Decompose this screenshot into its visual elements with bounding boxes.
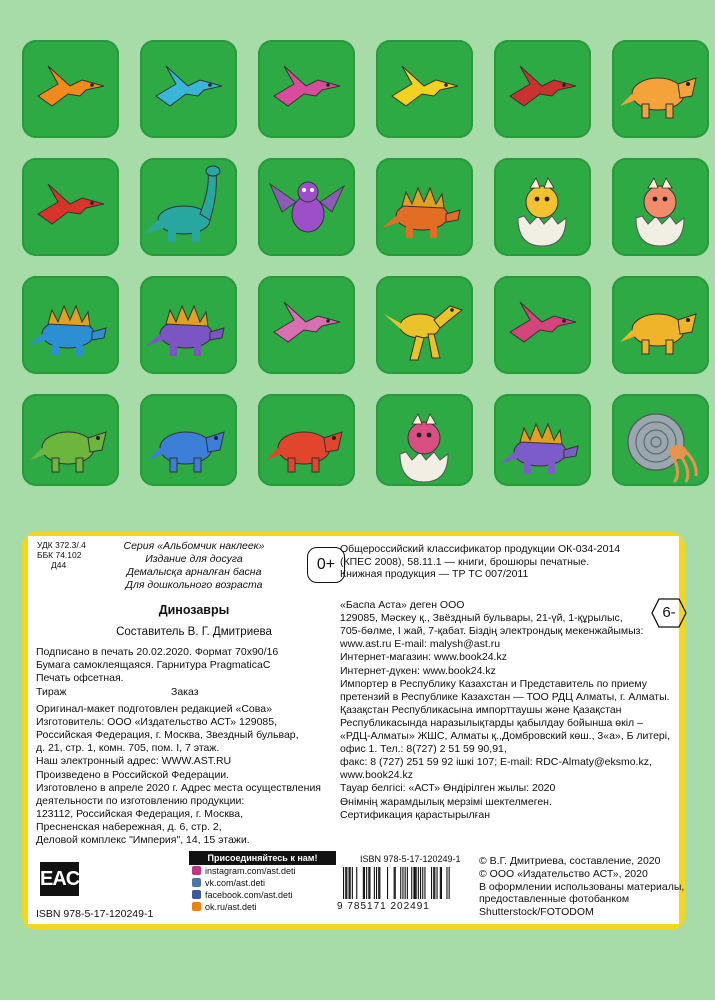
sticker-tile-pteranodon-pink-3 — [494, 276, 591, 374]
pubinfo-line: Произведено в Российской Федерации. — [36, 768, 230, 781]
pterosaur-icon — [494, 276, 591, 374]
classifier-line: Книжная продукция — ТР ТС 007/2011 — [340, 568, 529, 580]
sticker-tile-triceratops-pink-egg — [376, 394, 473, 486]
edition-type: Издание для досуга — [145, 553, 243, 565]
copyright-line: © В.Г. Дмитриева, составление, 2020 — [479, 855, 661, 867]
author-code: Д44 — [51, 560, 67, 570]
social-links — [189, 851, 336, 917]
social-header: Присоединяйтесь к нам! — [189, 851, 336, 865]
barcode-digits: 9 785171 202491 — [337, 901, 430, 912]
kzinfo-line: факс: 8 (727) 251 59 92 ішкі 107; E-mail: RDC-Almaty@eksmo.kz, — [340, 756, 652, 769]
kzinfo-line: Өнімнің жарамдылық мерзімі шектелмеген. — [340, 795, 552, 808]
social-link[interactable] — [189, 877, 336, 889]
sticker-tile-pteranodon-pink — [258, 40, 355, 138]
pubinfo-line: Российская Федерация, г. Москва, Звездный бульвар, — [36, 729, 299, 742]
barcode-bars — [339, 867, 459, 899]
pterosaur-icon — [494, 40, 591, 138]
dragon-icon — [258, 158, 355, 256]
kzinfo-line: офис 1. Тел.: 8(727) 2 51 59 90,91, — [340, 743, 507, 756]
sticker-tile-pteranodon-red-2 — [22, 158, 119, 256]
print-type: Печать офсетная. — [36, 672, 124, 684]
copyright-line: Shutterstock/FOTODOM — [479, 906, 594, 919]
sticker-tile-ammonite — [612, 394, 709, 486]
copyright-line: В оформлении использованы материалы, — [479, 880, 685, 893]
vk-icon — [192, 878, 201, 887]
circulation-label: Тираж — [36, 686, 67, 698]
imprint-panel — [22, 532, 685, 930]
kzinfo-line: Интернет-дүкен: www.book24.kz — [340, 664, 496, 677]
sticker-tile-ankylosaurus-red — [258, 394, 355, 486]
facebook-icon — [192, 890, 201, 899]
sticker-tile-pteranodon-yellow — [376, 40, 473, 138]
compiler: Составитель В. Г. Дмитриева — [116, 626, 272, 638]
quadruped-icon — [612, 276, 709, 374]
stegosaurus-icon — [494, 394, 591, 492]
sticker-tile-hatchling-egg — [494, 158, 591, 256]
age-group: Для дошкольного возраста — [125, 579, 263, 591]
ammonite-icon — [612, 394, 709, 492]
stegosaurus-icon — [22, 276, 119, 374]
copyright-line: предоставленные фотобанком — [479, 893, 630, 906]
pubinfo-line: деятельности по изготовлению продукции: — [36, 794, 245, 807]
kzinfo-line: Сертификация қарастырылған — [340, 808, 491, 821]
social-link-text: instagram.com/ast.deti — [205, 866, 296, 876]
imprint-content — [28, 536, 685, 924]
udk-code: УДК 372.3/.4 — [37, 540, 86, 550]
sticker-tile-stegosaurus-purple-2 — [494, 394, 591, 486]
classifier-line: (КПЕС 2008), 58.11.1 — книги, брошюры печатные. — [340, 555, 590, 568]
pubinfo-line: д. 21, стр. 1, комн. 705, пом. I, 7 этаж. — [36, 742, 220, 755]
kzinfo-line: Қазақстан Республикасына импорттаушы және Қазақстан — [340, 703, 622, 716]
order-label: Заказ — [171, 686, 199, 698]
kzinfo-line: 129085, Мәскеу қ., Звёздный бульвары, 21-үй, 1-құрылыс, — [340, 612, 623, 625]
instagram-icon — [192, 866, 201, 875]
social-link[interactable] — [189, 889, 336, 901]
copyright-line: © ООО «Издательство АСТ», 2020 — [479, 867, 648, 880]
edition-type-kz: Демалысқа арналған басна — [126, 566, 262, 578]
egg-icon — [376, 394, 473, 492]
social-list — [189, 865, 336, 913]
kzinfo-line: Интернет-магазин: www.book24.kz — [340, 651, 507, 664]
quadruped-icon — [258, 394, 355, 492]
kzinfo-line: Тауар белгісі: «АСТ» Өндірілген жылы: 2020 — [340, 782, 556, 795]
sticker-tile-triceratops-egg — [612, 158, 709, 256]
egg-icon — [494, 158, 591, 256]
pubinfo-line: Изготовитель: ООО «Издательство АСТ» 129085, — [36, 716, 278, 729]
pubinfo-line: Пресненская набережная, д. 6, стр. 2, — [36, 820, 222, 833]
pterosaur-icon — [22, 158, 119, 256]
barcode-isbn: ISBN 978-5-17-120249-1 — [360, 854, 461, 864]
sticker-tile-triceratops-green — [22, 394, 119, 486]
social-link[interactable] — [189, 865, 336, 877]
pterosaur-icon — [258, 40, 355, 138]
kzinfo-line: www.ast.ru E-mail: malysh@ast.ru — [340, 638, 501, 651]
pubinfo-line: Деловой комплекс "Империя", 14, 15 этажи. — [36, 834, 250, 846]
kzinfo-line: претензий в Республике Казахстан — ТОО РДЦ Алматы, г. Алматы. — [340, 690, 670, 703]
kzinfo-line: Республикасында наразылықтарды қабылдау бойынша өкіл – — [340, 716, 643, 729]
pubinfo-line: Наш электронный адрес: WWW.AST.RU — [36, 755, 232, 768]
kzinfo-line: www.book24.kz — [340, 769, 413, 782]
pterosaur-icon — [22, 40, 119, 138]
sticker-tile-triceratops-blue — [140, 394, 237, 486]
kz-age-rating-badge — [651, 598, 687, 628]
sticker-tile-brachiosaurus-teal — [140, 158, 237, 256]
social-link-text: vk.com/ast.deti — [205, 878, 266, 888]
odnoklassniki-icon — [192, 902, 201, 911]
kzinfo-line: 705-бөлме, I жай, 7-қабат. Біздің электрондық мекенжайымыз: — [340, 625, 644, 638]
sauropod-icon — [140, 158, 237, 256]
pterosaur-icon — [376, 40, 473, 138]
eac-mark-icon: EAC — [40, 862, 79, 896]
social-link-text: facebook.com/ast.deti — [205, 890, 293, 900]
series-name: Серия «Альбомчик наклеек» — [123, 540, 265, 552]
pterosaur-icon — [140, 40, 237, 138]
sticker-tile-stegosaurus-blue — [22, 276, 119, 374]
pubinfo-line: Изготовлено в апреле 2020 г. Адрес места осуществления — [36, 781, 321, 794]
isbn-text: ISBN 978-5-17-120249-1 — [36, 908, 154, 920]
social-link-text: ok.ru/ast.deti — [205, 902, 257, 912]
kzinfo-line: Импортер в Республику Казахстан и Представитель по приему — [340, 677, 647, 690]
kzinfo-line: «Баспа Аста» деген ООО — [340, 599, 465, 611]
kzinfo-line: «РДЦ-Алматы» ЖШС, Алматы қ.,Домбровский көш., 3«а», Б литері, — [340, 730, 671, 742]
egg-icon — [612, 158, 709, 256]
social-link[interactable] — [189, 901, 336, 913]
sticker-tile-stegosaurus-orange — [376, 158, 473, 256]
sticker-tile-raptor-yellow — [376, 276, 473, 374]
quadruped-icon — [140, 394, 237, 492]
signed-to-print: Подписано в печать 20.02.2020. Формат 70x90/16 — [36, 646, 279, 658]
sticker-tile-pteranodon-red — [494, 40, 591, 138]
age-rating-badge: 0+ — [307, 547, 345, 583]
bbk-code: ББК 74.102 — [37, 550, 82, 560]
quadruped-icon — [22, 394, 119, 492]
classifier-line: Общероссийский классификатор продукции ОК-034-2014 — [340, 543, 621, 555]
quadruped-icon — [612, 40, 709, 138]
kz-age-rating: 6- — [662, 604, 676, 621]
stegosaurus-icon — [376, 158, 473, 256]
book-title: Динозавры — [158, 603, 230, 617]
sticker-tile-stegosaurus-purple — [140, 276, 237, 374]
sticker-tile-triceratops-orange — [612, 40, 709, 138]
sticker-tile-pteranodon-orange — [22, 40, 119, 138]
sticker-tile-dragon-purple — [258, 158, 355, 256]
pubinfo-line: Оригинал-макет подготовлен редакцией «Сова» — [36, 703, 272, 715]
sticker-tile-pteranodon-pink-2 — [258, 276, 355, 374]
sticker-tile-pteranodon-blue — [140, 40, 237, 138]
stegosaurus-icon — [140, 276, 237, 374]
sticker-tile-triceratops-yellow — [612, 276, 709, 374]
raptor-icon — [376, 276, 473, 374]
pterosaur-icon — [258, 276, 355, 374]
paper-info: Бумага самоклеящаяся. Гарнитура PragmaticaC — [36, 659, 271, 671]
pubinfo-line: 123112, Российская Федерация, г. Москва, — [36, 807, 244, 820]
